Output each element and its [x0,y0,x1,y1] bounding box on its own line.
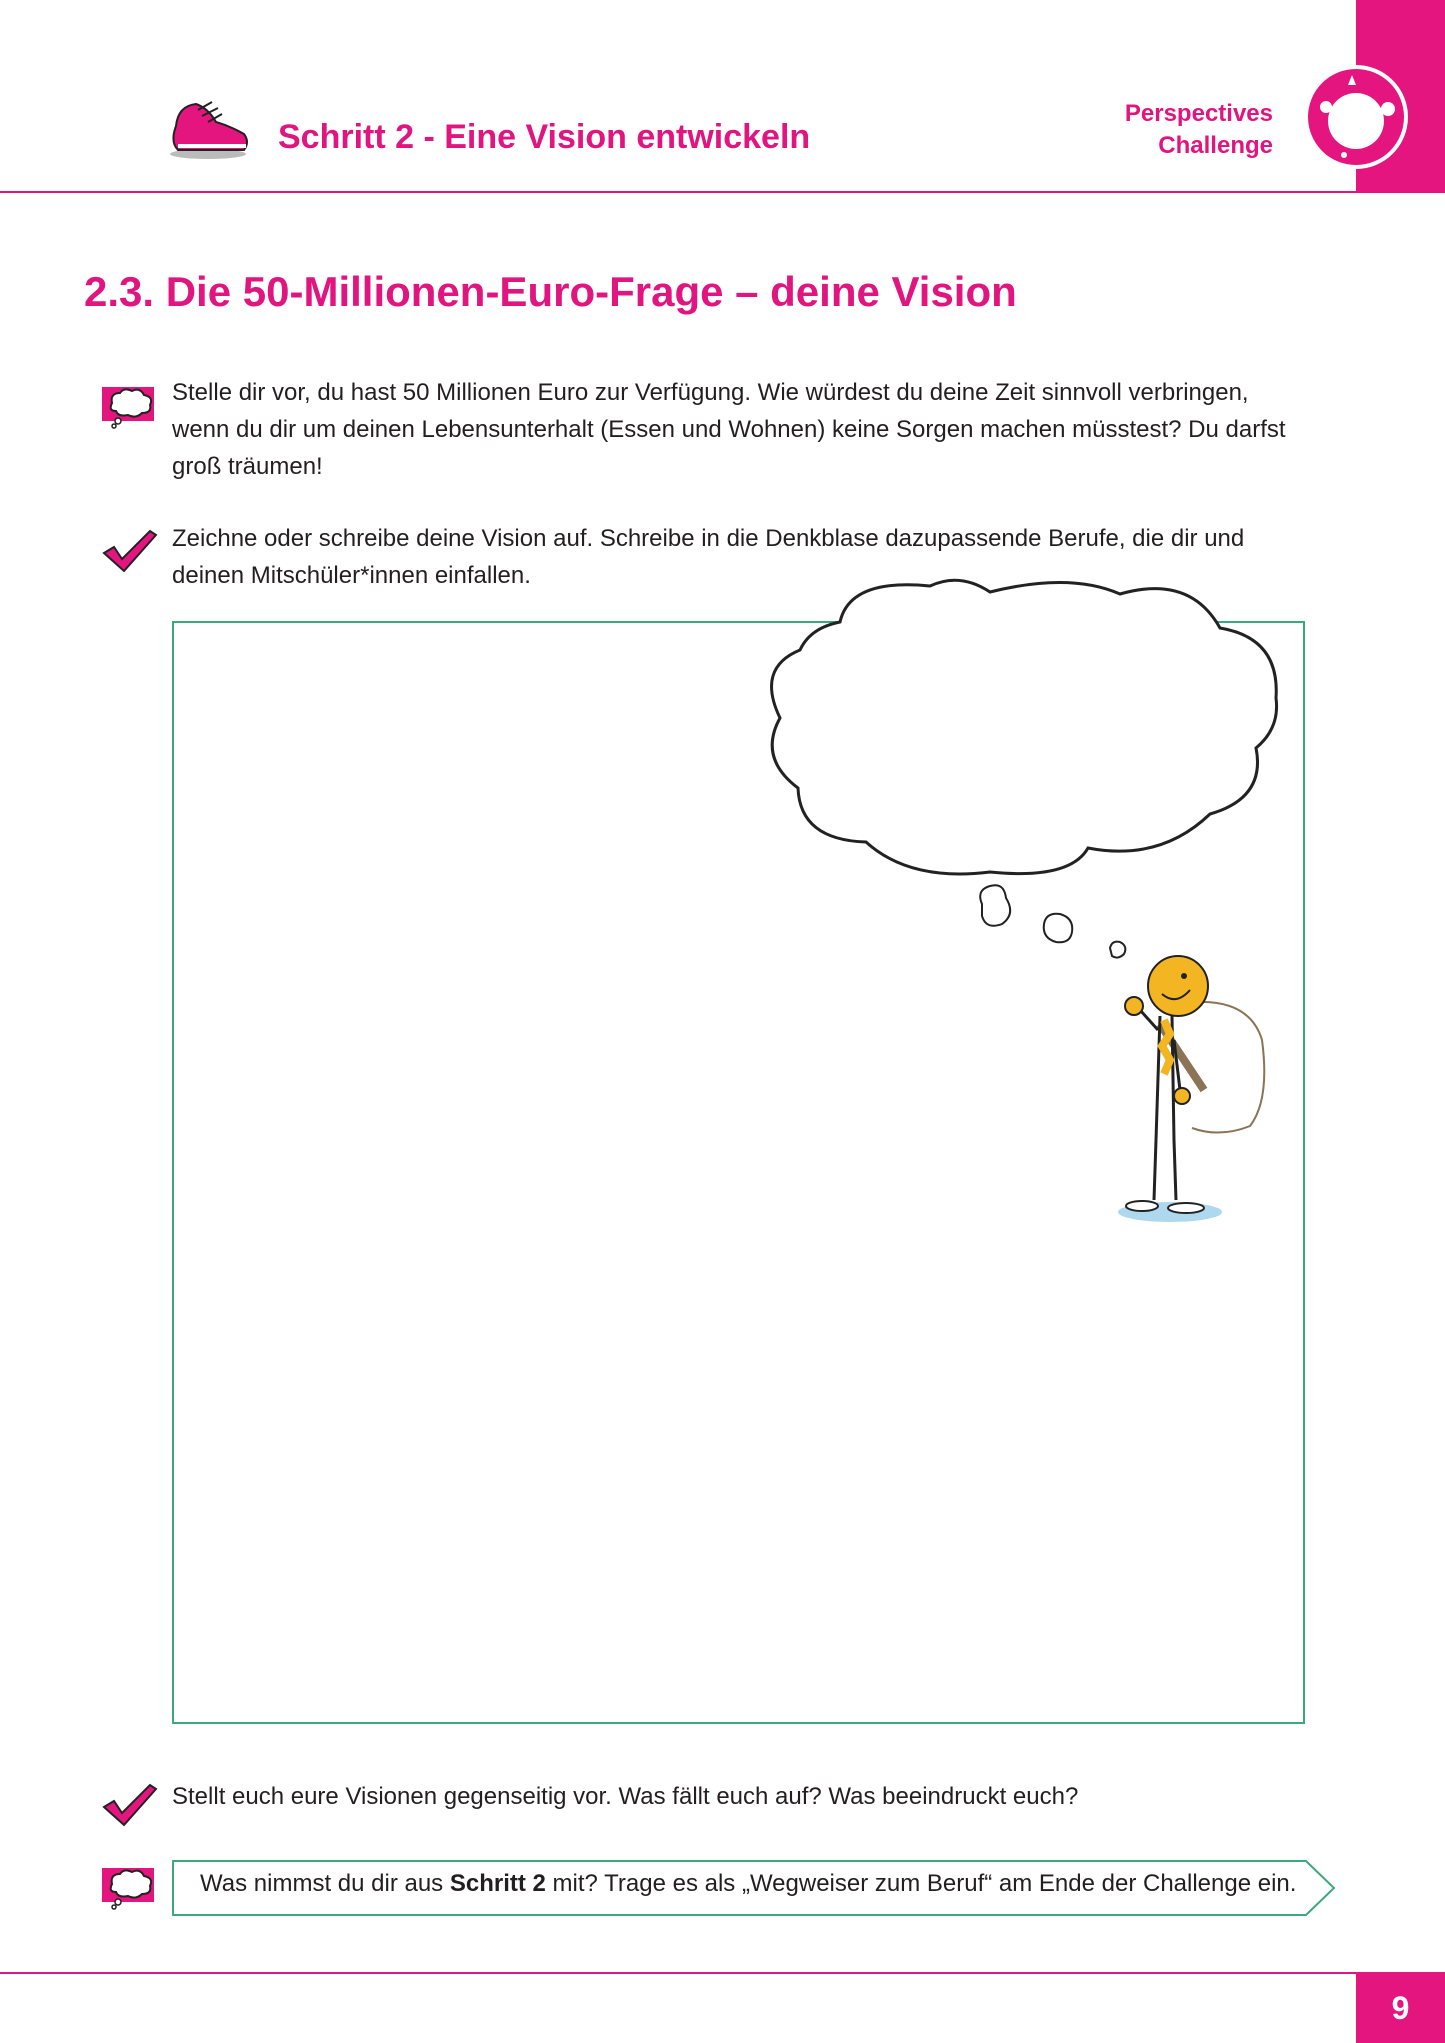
takeaway-bold: Schritt 2 [449,1870,546,1897]
shoe-icon [168,96,252,160]
brand-line-2: Challenge [1158,132,1273,159]
takeaway-text [200,1870,1296,1898]
takeaway-prefix: Was nimmst du dir aus [200,1870,450,1897]
intro-line-1: Stelle dir vor, du hast 50 Millionen Euro zur Verfügung. Wie würdest du deine Zeit sinnvoll verbringen, [172,379,1249,406]
takeaway-suffix: mit? Trage es als „Wegweiser zum Beruf“ am Ende der Challenge ein. [545,1870,1297,1897]
task-line-1: Zeichne oder schreibe deine Vision auf. Schreibe in die Denkblase dazupassende Berufe, die dir und [172,525,1245,552]
globe-logo-icon [1304,65,1408,169]
page-number: 9 [1356,1974,1445,2043]
task-line-2: deinen Mitschüler*innen einfallen. [172,562,531,589]
thought-bubble-icon [102,383,158,429]
checkmark-icon [102,527,158,573]
brand-name [1125,98,1273,162]
header-title: Schritt 2 - Eine Vision entwickeln [278,118,811,156]
present-paragraph: Stellt euch eure Visionen gegenseitig vor. Was fällt euch auf? Was beeindruckt euch? [172,1783,1079,1810]
intro-paragraph [172,374,1322,485]
intro-line-3: groß träumen! [172,453,323,480]
figure-illustration [1100,950,1280,1230]
section-title: 2.3. Die 50-Millionen-Euro-Frage – deine Vision [84,268,1017,315]
checkmark-icon [102,1781,158,1827]
thought-cloud-illustration[interactable] [770,578,1290,998]
header-divider [0,191,1445,193]
brand-line-1: Perspectives [1124,100,1273,127]
thought-bubble-icon [102,1864,158,1910]
footer-divider [0,1972,1445,1974]
intro-line-2: wenn du dir um deinen Lebensunterhalt (Essen und Wohnen) keine Sorgen machen müsstest? Du darfst [172,416,1286,443]
